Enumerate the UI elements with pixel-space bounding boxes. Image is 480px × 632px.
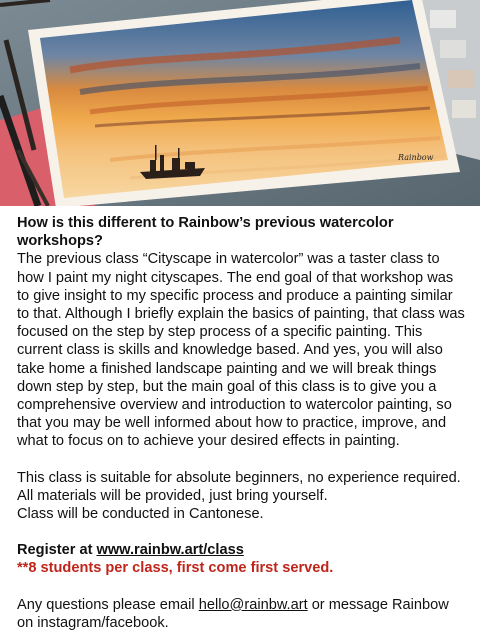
watercolor-painting-photo <box>0 0 480 206</box>
contact-prefix: Any questions please email <box>17 596 199 613</box>
contact-line <box>17 596 466 632</box>
materials-note: All materials will be provided, just bring yourself. <box>17 487 328 504</box>
seats-note: **8 students per class, first come first served. <box>17 560 334 577</box>
contact-email-link[interactable]: hello@rainbw.art <box>198 596 308 613</box>
language-note: Class will be conducted in Cantonese. <box>17 506 264 523</box>
section-heading: How is this different to Rainbow’s previous watercolor workshops? <box>17 215 394 250</box>
beginner-note: This class is suitable for absolute beginners, no experience required. <box>17 469 461 486</box>
register-link[interactable]: www.rainbw.art/class <box>96 542 244 559</box>
hero-image <box>0 0 480 206</box>
article-body <box>0 214 480 632</box>
contact-suffix: or message Rainbow on instagram/facebook. <box>17 596 449 631</box>
register-line <box>17 541 466 559</box>
register-prefix: Register at <box>17 542 97 559</box>
painting-signature: Rainbow <box>398 153 434 162</box>
description-paragraph: The previous class “Cityscape in watercolor” was a taster class to how I paint my night cityscapes. The end goal of that workshop was to give insight to my specific process and produce a painting similar to that. Although I briefly explain the basics of painting, that class was focused on the step by step process of a specific painting. This current class is skills and knowledge based. And yes, you will also take home a finished landscape painting and we will break things down step by step, but the main goal of this class is to give you a comprehensive overview and introduction to watercolor painting, so that you may be well informed about how to practice, improve, and what to focus on to achieve your desired effects in painting. <box>17 251 465 450</box>
